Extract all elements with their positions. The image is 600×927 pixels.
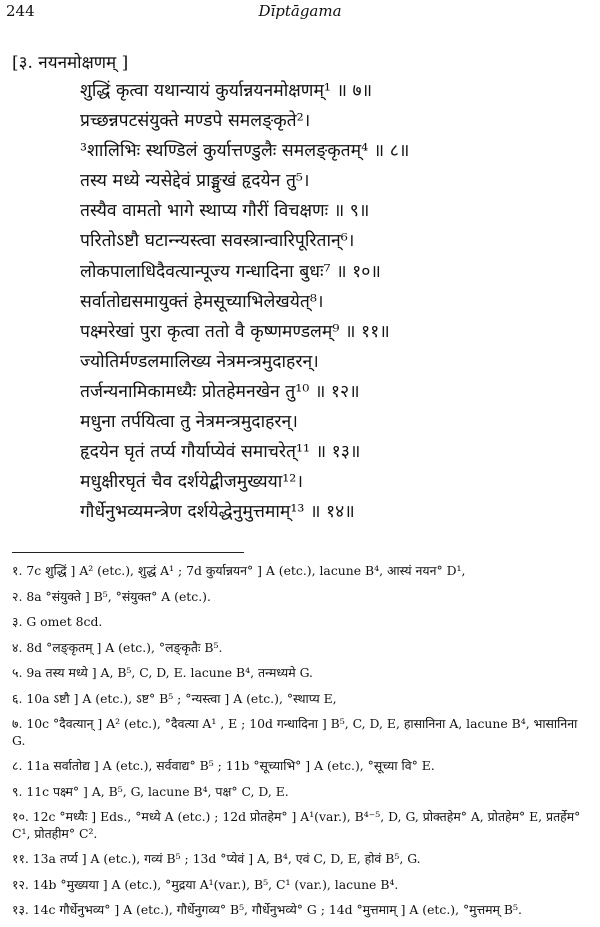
- verse-line: ज्योतिर्मण्डलमालिख्य नेत्रमन्त्रमुदाहरन्।: [80, 351, 319, 372]
- footnote: ५. 9a तस्य मध्ये ] A, B⁵, C, D, E. lacune B⁴, तन्मध्यमे G.: [12, 665, 313, 680]
- footnote: १२. 14b °मुख्यया ] A (etc.), °मुद्रया A¹(var.), B⁵, C¹ (var.), lacune B⁴.: [12, 876, 399, 892]
- verse-line: प्रच्छन्नपटसंयुक्ते मण्डपे समलङ्कृते²।: [80, 111, 311, 132]
- verse-line: ³शालिभिः स्थण्डिलं कुर्यात्तण्डुलैः समलङ्कृतम्⁴ ॥ ८॥: [80, 141, 410, 162]
- footnote: २. 8a °संयुक्ते ] B⁵, °संयुक्त° A (etc.).: [12, 588, 211, 604]
- page-number: 244: [6, 2, 35, 20]
- verse-line: तस्य मध्ये न्यसेद्देवं प्राङ्मुखं हृदयेन तु⁵।: [80, 171, 310, 192]
- footnote: ७. 10c °दैवत्यान् ] A² (etc.), °दैवत्या A¹ , E ; 10d गन्धादिना ] B⁵, C, D, E, हासानिना A, lacune B⁴, भासानिना G.: [12, 716, 578, 748]
- section-heading: [३. नयनमोक्षणम् ]: [12, 53, 129, 73]
- verse-line: तर्जन्यनामिकामध्यैः प्रोतहेमनखेन तु¹⁰ ॥ १२॥: [80, 381, 360, 402]
- footnote: ४. 8d °लङ्कृतम् ] A (etc.), °लङ्कृतैः B⁵.: [12, 639, 223, 655]
- verse-line: परितोऽष्टौ घटान्न्यस्त्वा सवस्त्रान्वारिपूरितान्⁶।: [80, 231, 355, 252]
- page-header: [6, 2, 594, 24]
- footnote: ९. 11c पक्ष्म° ] A, B⁵, G, lacune B⁴, पक्ष° C, D, E.: [12, 783, 289, 799]
- footnote: ६. 10a ऽष्टौ ] A (etc.), ऽष्ट° B⁵ ; °न्यस्त्वा ] A (etc.), °स्थाप्य E,: [12, 690, 337, 706]
- verse-line: शुद्धिं कृत्वा यथान्यायं कुर्यान्नयनमोक्षणम्¹ ॥ ७॥: [80, 81, 373, 101]
- verse-line: हृदयेन घृतं तर्प्य गौर्याप्येवं समाचरेत्¹¹ ॥ १३॥: [80, 442, 361, 463]
- verse-line: मधुक्षीरघृतं चैव दर्शयेद्बीजमुख्यया¹²।: [80, 472, 303, 493]
- footnote: ८. 11a सर्वातोद्य ] A (etc.), सर्ववाद्य° B⁵ ; 11b °सूच्याभि° ] A (etc.), °सूच्या वि° E.: [12, 758, 435, 773]
- footnote: १३. 14c गौर्धेनुभव्य° ] A (etc.), गौर्धेनुगव्य° B⁵, गौर्धेनुभव्ये° G ; 14d °मुत्तमाम् ] A (etc.), °मुत्तमम् B⁵.: [12, 902, 522, 917]
- footnote: ११. 13a तर्प्य ] A (etc.), गव्यं B⁵ ; 13d °प्येवं ] A, B⁴, एवं C, D, E, होवं B⁵, G.: [12, 851, 421, 866]
- footnote: १०. 12c °मध्यैः ] Eds., °मध्ये A (etc.) ; 12d प्रोतहेम° ] A¹(var.), B⁴⁻⁵, D, G, प्रोक्तहेम° A, प्रोतहेम° E, प्रतर्हेम° C¹, प्रोतहीम° C².: [12, 809, 581, 841]
- verse-line: पक्ष्मरेखां पुरा कृत्वा ततो वै कृष्णमण्डलम्⁹ ॥ ११॥: [80, 321, 390, 342]
- verse-line: सर्वातोद्यसमायुक्तं हेमसूच्याभिलेखयेत्⁸।: [80, 291, 324, 312]
- footnote: १. 7c शुद्धिं ] A² (etc.), शुद्धं A¹ ; 7d कुर्यान्नयन° ] A (etc.), lacune B⁴, आस्यं नयन° D¹,: [12, 563, 466, 578]
- footnote: ३. G omet 8cd.: [12, 614, 103, 629]
- verse-line: गौर्धेनुभव्यमन्त्रेण दर्शयेद्धेनुमुत्तमाम्¹³ ॥ १४॥: [80, 502, 355, 523]
- running-title: Dīptāgama: [258, 2, 342, 20]
- verse-block: [80, 76, 590, 527]
- verse-line: लोकपालाधिदैवत्यान्पूज्य गन्धादिना बुधः⁷ ॥ १०॥: [80, 261, 381, 282]
- footnote-divider: [12, 552, 244, 553]
- verse-line: तस्यैव वामतो भागे स्थाप्य गौरीं विचक्षणः ॥ ९॥: [80, 201, 370, 222]
- footnotes: [12, 562, 588, 927]
- verse-line: मधुना तर्पयित्वा तु नेत्रमन्त्रमुदाहरन्।: [80, 412, 298, 433]
